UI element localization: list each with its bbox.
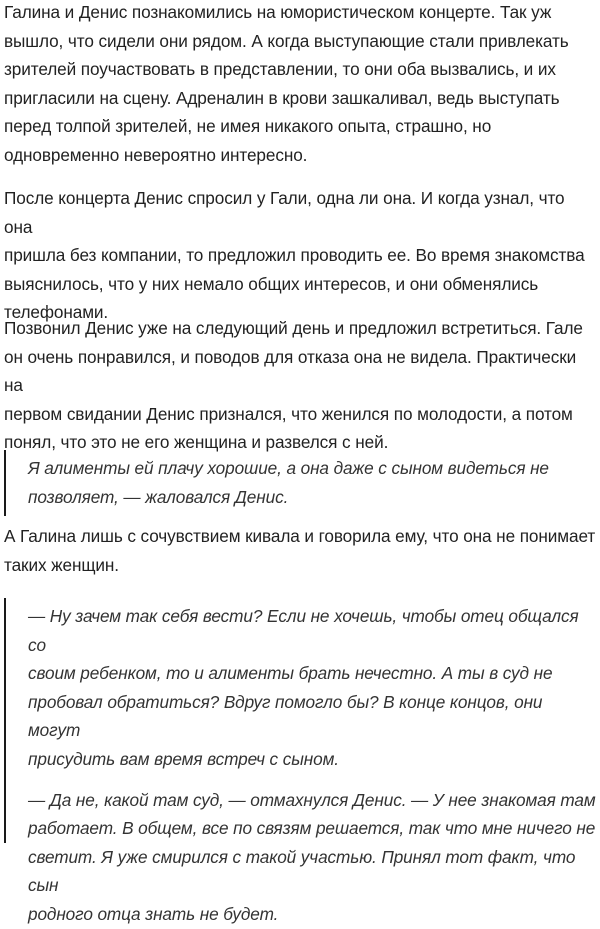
quote-denis-answer: — Да не, какой там суд, — отмахнулся Денис. — У нее знакомая там работает. В общем, все по связям решается, так что мне ничего не светит. Я уже смирился с такой участью. Принял тот факт, что сын родного отца знать не будет. [28, 789, 596, 924]
quote-complaint-text: Я алименты ей плачу хорошие, а она даже с сыном видеться не позволяет, — жаловался Денис. [28, 458, 549, 507]
paragraph-first-date: Позвонил Денис уже на следующий день и предложил встретиться. Гале он очень понравился, и поводов для отказа она не видела. Практически на первом свидании Денис признался, что женился по молодости, а потом понял, что это не его женщина и развелся с ней. [4, 318, 583, 453]
blockquote-dialogue [4, 598, 598, 924]
blockquote-complaint [4, 450, 598, 516]
paragraph-after-concert: После концерта Денис спросил у Гали, одна ли она. И когда узнал, что она пришла без компании, то предложил проводить ее. Во время знакомства выяснилось, что у них немало общих интересов, и они обменялись телефонами. [4, 188, 585, 323]
paragraph-galina-reaction: А Галина лишь с сочувствием кивала и говорила ему, что она не понимает таких женщин. [4, 526, 596, 575]
paragraph-meeting: Галина и Денис познакомились на юмористическом концерте. Так уж вышло, что сидели они рядом. А когда выступающие стали привлекать зрителей поучаствовать в представлении, то они оба вызвались, и их пригласили на сцену. Адреналин в крови зашкаливал, ведь выступать перед толпой зрителей, не имея никакого опыта, страшно, но одновременно невероятно интересно. [4, 2, 569, 165]
quote-galina-question: — Ну зачем так себя вести? Если не хочешь, чтобы отец общался со своим ребенком, то и алименты брать нечестно. А ты в суд не пробовал обратиться? Вдруг помогло бы? В конце концов, они могут присудить вам время встреч с сыном. [28, 606, 579, 769]
